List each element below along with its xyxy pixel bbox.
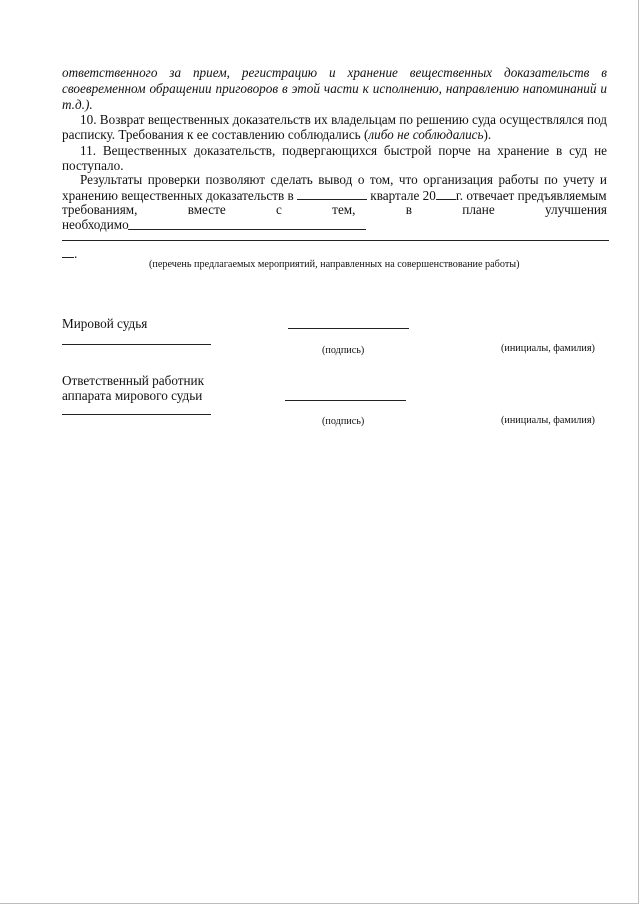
staff-name-line [62,414,211,415]
conclusion-line-2 [62,187,607,203]
item10-line-2 [62,127,491,142]
staff-name-caption: (инициалы, фамилия) [501,415,595,426]
item11-line-2: поступало. [62,158,124,173]
staff-signature-caption: (подпись) [322,416,365,427]
intro-line-1: ответственного за прием, регистрацию и хранение вещественных доказательств в [62,65,607,80]
measures-end-blank [62,245,74,258]
item10-suffix: ). [483,127,492,142]
conclusion-text-c: г. отвечает предъявляемым [455,188,607,203]
judge-name-caption: (инициалы, фамилия) [501,343,595,354]
quarter-blank [297,187,367,200]
item10-text: расписку. Требования к ее составлению соблюдались ( [62,127,369,142]
conclusion-line-2-start [62,187,607,203]
conclusion-necessary-label: необходимо [62,217,129,232]
judge-signature-line [288,328,409,329]
item10-line-1: 10. Возврат вещественных доказательств их владельцам по решению суда осуществлялся под [80,112,607,127]
necessary-blank-line [128,229,366,230]
conclusion-text-a: хранению вещественных доказательств в [62,188,294,203]
measures-line-end [62,245,77,261]
conclusion-line-1: Результаты проверки позволяют сделать вывод о том, что организация работы по учету и [80,172,607,187]
year-blank [436,187,456,200]
judge-title: Мировой судья [62,316,148,331]
judge-name-line [62,344,211,345]
intro-line-2: своевременном обращении приговоров в этой части к исполнению, направлению напоминаний и [62,81,607,96]
conclusion-line-3: требованиям, вместе с тем, в плане улучшения [62,202,607,217]
measures-end-dot: . [74,246,78,261]
measures-line [62,240,609,241]
item11-line-1: 11. Вещественных доказательств, подвергающихся быстрой порче на хранение в суд не [80,143,607,158]
intro-line-3: т.д.). [62,97,93,112]
staff-title-line-2: аппарата мирового судьи [62,388,203,403]
judge-signature-caption: (подпись) [322,345,365,356]
measures-caption: (перечень предлагаемых мероприятий, направленных на совершенствование работы) [149,259,520,270]
staff-title-line-1: Ответственный работник [62,373,205,388]
item10-italic-text: либо не соблюдались [368,127,484,142]
staff-signature-line [285,400,406,401]
conclusion-text-b: квартале 20 [370,188,436,203]
conclusion-line-4 [62,217,129,232]
